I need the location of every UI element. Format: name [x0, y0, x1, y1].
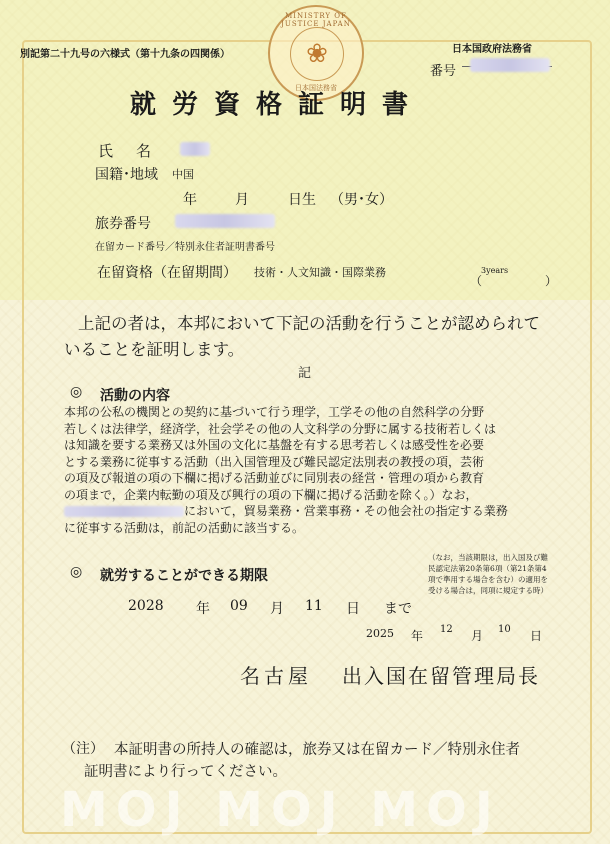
birth-day-label: 日生 [288, 192, 316, 208]
issuer-city: 名古屋 [240, 664, 312, 688]
period-month-unit: 月 [270, 601, 284, 617]
activity-line-with-company [64, 503, 564, 520]
period-day-unit: 日 [346, 601, 360, 617]
period-year-unit: 年 [196, 601, 210, 617]
activity-bullet: ◎ [70, 384, 83, 400]
activity-line: 本邦の公私の機関との契約に基づいて行う理学，工学その他の自然科学の分野 [64, 405, 485, 419]
ministry-label: 日本国政府法務省 [452, 44, 532, 55]
issue-month-unit: 月 [471, 629, 484, 643]
ki-label: 記 [298, 366, 312, 381]
issuer-office: 出入国在留管理局長 [342, 664, 540, 688]
activity-text [64, 404, 564, 536]
passport-label: 旅券番号 [95, 216, 151, 232]
seal-text-bottom: 日本国法務省 [295, 84, 337, 92]
activity-line: に従事する活動は，前記の活動に該当する。 [64, 520, 305, 535]
residence-card-label: 在留カード番号／特別永住者証明書番号 [95, 242, 275, 253]
period-day: 11 [305, 598, 323, 614]
activity-line: の項まで，企業内転勤の項及び興行の項の下欄に掲げる活動を除く。）なお， [64, 487, 478, 502]
activity-line: は知識を要する業務又は外国の文化に基盤を有する思考若しくは感受性を必要 [64, 438, 485, 452]
period-until: まで [384, 601, 412, 617]
nationality-value: 中国 [172, 168, 194, 181]
issue-year-unit: 年 [411, 629, 424, 643]
activity-line: 若しくは法律学，経済学，社会学その他の人文科学の分野に属する技術若しくは [64, 421, 497, 436]
period-heading: 就労することができる期限 [100, 568, 268, 584]
moj-watermark: MOJ MOJ MOJ [60, 782, 501, 838]
paulownia-crest-icon: ❀ [290, 27, 344, 81]
statement-line-1: 上記の者は，本邦において下記の活動を行うことが認められて [78, 314, 540, 333]
nationality-label: 国籍･地域 [95, 167, 158, 183]
sex-field: （男･女） [330, 192, 393, 208]
birth-year-label: 年 [183, 192, 197, 208]
issue-month: 12 [440, 624, 453, 635]
issue-day-unit: 日 [530, 629, 543, 643]
redacted-passport [175, 214, 275, 228]
activity-line: において，貿易業務・営業事務・その他会社の指定する業務 [184, 504, 508, 518]
period-close: ） [545, 274, 558, 288]
period-year: 2028 [128, 598, 164, 614]
document-title: 就労資格証明書 [130, 90, 425, 120]
period-bullet: ◎ [70, 564, 83, 580]
issue-day: 10 [498, 624, 511, 635]
redacted-name [180, 142, 210, 156]
name-label: 氏 名 [98, 142, 156, 160]
redacted-company [64, 506, 184, 517]
footnote-line-1: 本証明書の所持人の確認は，旅券又は在留カード／特別永住者 [114, 742, 520, 758]
activity-line: とする業務に従事する活動（出入国管理及び難民認定法別表の教授の項，芸術 [64, 454, 485, 469]
period-value: 3years [481, 266, 509, 275]
number-label: 番号 [430, 64, 457, 79]
status-label: 在留資格（在留期間） [97, 265, 237, 281]
birth-month-label: 月 [235, 192, 249, 208]
statement-line-2: いることを証明します。 [64, 340, 245, 359]
activity-line: の項及び報道の項の下欄に掲げる活動並びに同別表の経営・管理の項から教育 [64, 471, 485, 485]
period-open: （ [470, 274, 483, 288]
footnote-label: （注） [62, 741, 104, 757]
redacted-number [470, 58, 550, 72]
activity-heading: 活動の内容 [100, 388, 170, 404]
seal-text-top: MINISTRY OF JUSTICE JAPAN [281, 12, 351, 28]
issue-year: 2025 [366, 627, 394, 640]
footnote-line-2: 証明書により行ってください。 [84, 764, 287, 780]
form-label: 別記第二十九号の六様式（第十九条の四関係） [20, 49, 230, 60]
status-value: 技術・人文知識・国際業務 [254, 266, 386, 279]
period-month: 09 [230, 598, 248, 614]
period-note: （なお，当該期限は，出入国及び難民認定法第20条第6項（第21条第4項で準用する場合を含む）の適用を受ける場合は，同項に規定する時） [428, 553, 548, 595]
